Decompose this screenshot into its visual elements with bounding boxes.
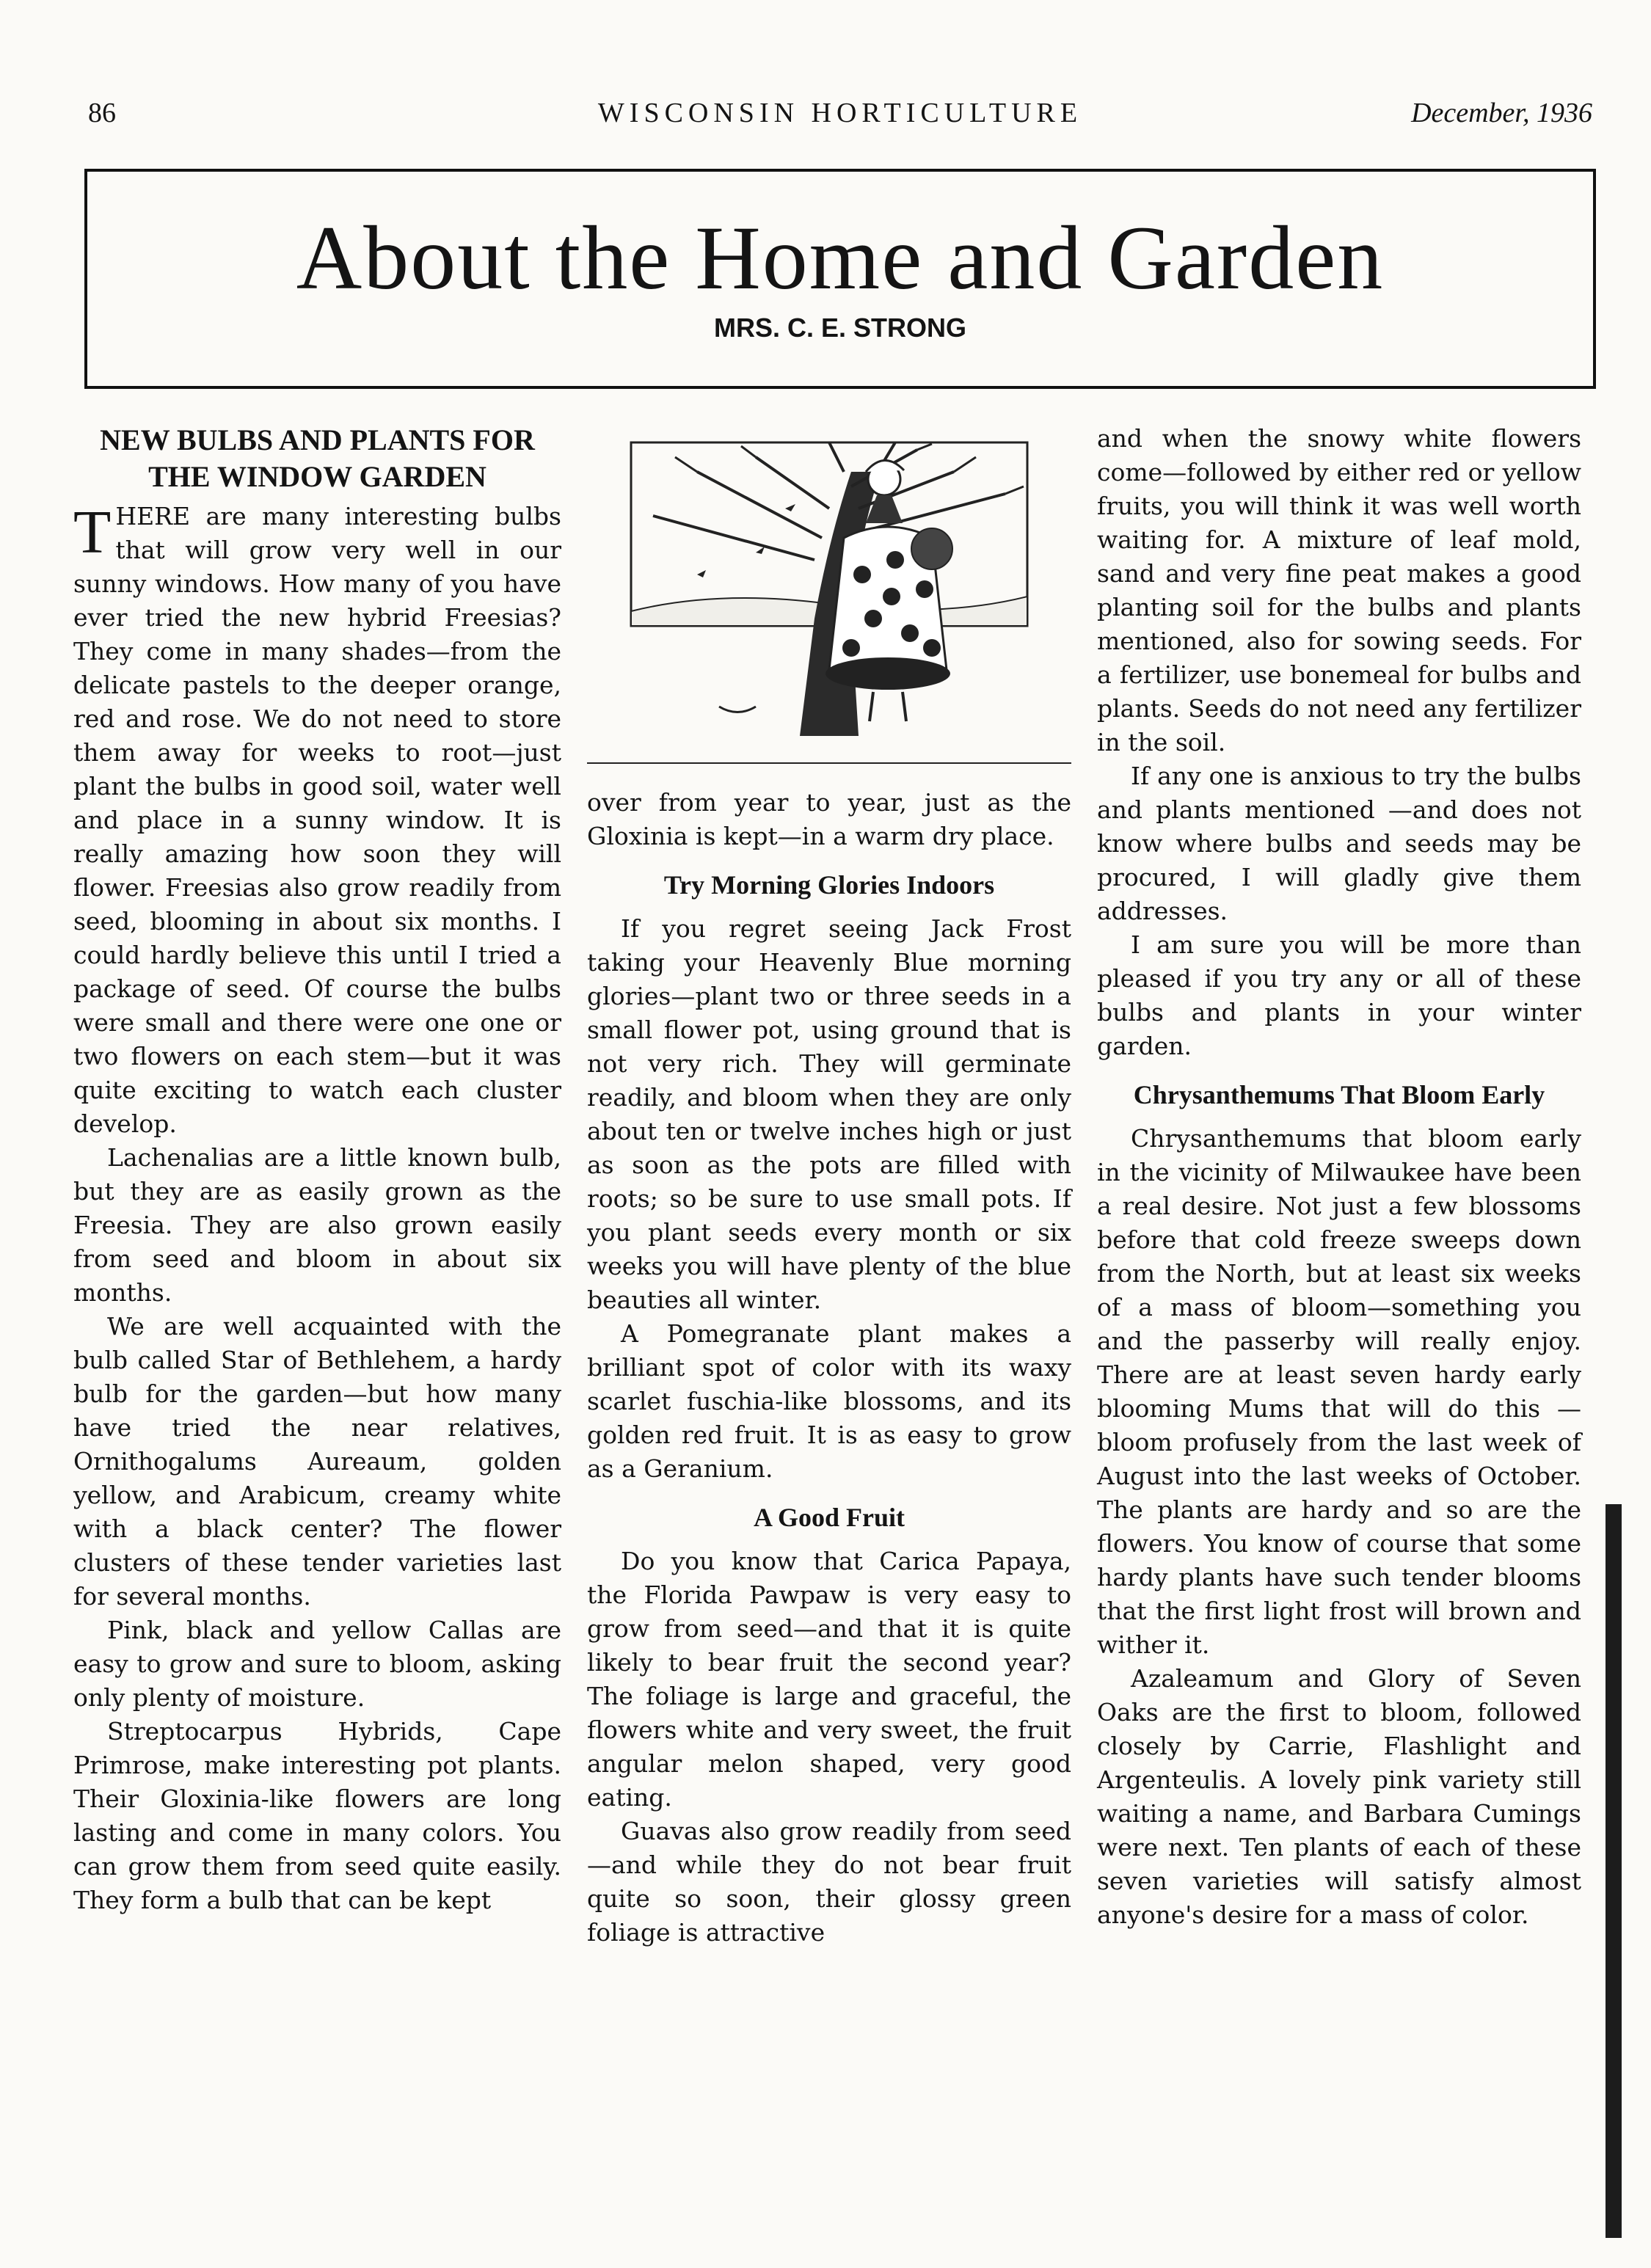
article-paragraph: over from year to year, just as the Gloxinia is kept—in a warm dry place. [587, 788, 1071, 850]
girl-under-tree-illustration [609, 428, 1049, 743]
article-heading-chrysanthemums: Chrysanthemums That Bloom Early [1133, 1080, 1545, 1109]
column-2 [587, 422, 1071, 1950]
publication-title: WISCONSIN HORTICULTURE [597, 98, 1083, 128]
article-paragraph: If any one is anxious to try the bulbs and plants mentioned —and does not know where bulbs and seeds may be procured, I will gladly give them addresses. [1097, 762, 1581, 925]
page-number: 86 [88, 98, 116, 128]
masthead-box [84, 169, 1596, 389]
article-heading-good-fruit: A Good Fruit [753, 1503, 905, 1532]
article-heading-morning-glories: Try Morning Glories Indoors [663, 870, 995, 900]
page-title: About the Home and Garden [296, 208, 1385, 308]
article-paragraph: I am sure you will be more than pleased if you try any or all of these bulbs and plants in your winter garden. [1097, 930, 1581, 1060]
article-paragraph: Lachenalias are a little known bulb, but they are as easily grown as the Freesia. They are also grown easily from seed and bloom in about six months. [73, 1143, 561, 1307]
article-paragraph: Do you know that Carica Papaya, the Florida Pawpaw is very easy to grow from seed—and that it is quite likely to bear fruit the second year? The foliage is large and graceful, the flowers white and very sweet, the fruit angular melon shaped, very good eating. [587, 1547, 1071, 1812]
article-paragraph: Streptocarpus Hybrids, Cape Primrose, make interesting pot plants. Their Gloxinia-like flowers are long lasting and come in many colors. You can grow them from seed quite easily. They form a bulb that can be kept [73, 1717, 561, 1914]
page-edge-shadow [1606, 1504, 1622, 2238]
article-paragraph: and when the snowy white flowers come—followed by either red or yellow fruits, you will think it was well worth waiting for. A mixture of leaf mold, sand and very fine peat makes a good planting soil for the bulbs and plants mentioned, also for sowing seeds. For a fertilizer, use bonemeal for bulbs and plants. Seeds do not need any fertilizer in the soil. [1097, 424, 1581, 756]
drop-cap: T [73, 498, 112, 566]
article-paragraph: Azaleamum and Glory of Seven Oaks are the first to bloom, followed closely by Carrie, Flashlight and Argenteulis. A lovely pink variety still waiting a name, and Barbara Cumings were next. Ten plants of each of these seven varieties will satisfy almost anyone's desire for a mass of color. [1097, 1664, 1581, 1929]
author-byline: MRS. C. E. STRONG [713, 313, 967, 343]
column-divider-rule [587, 762, 1071, 764]
column-3 [1097, 422, 1581, 1932]
article-paragraph: A Pomegranate plant makes a brilliant spot of color with its waxy scarlet fuschia-like blossoms, and its golden red fruit. It is as easy to grow as a Geranium. [587, 1319, 1071, 1483]
article-paragraph: If you regret seeing Jack Frost taking your Heavenly Blue morning glories—plant two or three seeds in a small flower pot, using ground that is not very rich. They will germinate readily, and bloom when they are only about ten or twelve inches high or just as soon as the pots are filled with roots; so be sure to use small pots. If you plant seeds every month or six weeks you will have plenty of the blue beauties all winter. [587, 914, 1071, 1314]
article-paragraph: Chrysanthemums that bloom early in the vicinity of Milwaukee have been a real desire. Not just a few blossoms before that cold freeze sweeps down from the North, but at least six weeks of a mass of bloom—something you and the passerby will really enjoy. There are at least seven hardy early blooming Mums that will do this — bloom profusely from the last week of August into the last weeks of October. The plants are hardy and so are the flowers. You know of course that some hardy plants have such tender blooms that the first light frost will brown and wither it. [1097, 1124, 1581, 1659]
article-paragraph: Guavas also grow readily from seed—and while they do not bear fruit quite so soon, their glossy green foliage is attractive [587, 1817, 1071, 1947]
article-heading-new-bulbs: NEW BULBS AND PLANTS FOR THE WINDOW GARDEN [100, 423, 535, 493]
article-paragraph: THERE are many interesting bulbs that will grow very well in our sunny windows. How many of you have ever tried the new hybrid Freesias? They come in many shades—from the delicate pastels to the deeper orange, red and rose. We do not need to store them away for weeks to root—just plant the bulbs in good soil, water well and place in a sunny window. It is really amazing how soon they will flower. Freesias also grow readily from seed, blooming in about six months. I could hardly believe this until I tried a package of seed. Of course the bulbs were small and there were one one or two flowers on each stem—but it was quite exciting to watch each cluster develop. [73, 498, 561, 1138]
column-1 [73, 422, 561, 1917]
article-paragraph: We are well acquainted with the bulb called Star of Bethlehem, a hardy bulb for the garden—but how many have tried the near relatives, Ornithogalums Aureaum, golden yellow, and Arabicum, creamy white with a black center? The flower clusters of these tender varieties last for several months. [73, 1312, 561, 1611]
issue-date: December, 1936 [1411, 98, 1592, 128]
article-paragraph: Pink, black and yellow Callas are easy to grow and sure to bloom, asking only plenty of moisture. [73, 1616, 561, 1712]
running-head [88, 97, 1592, 141]
